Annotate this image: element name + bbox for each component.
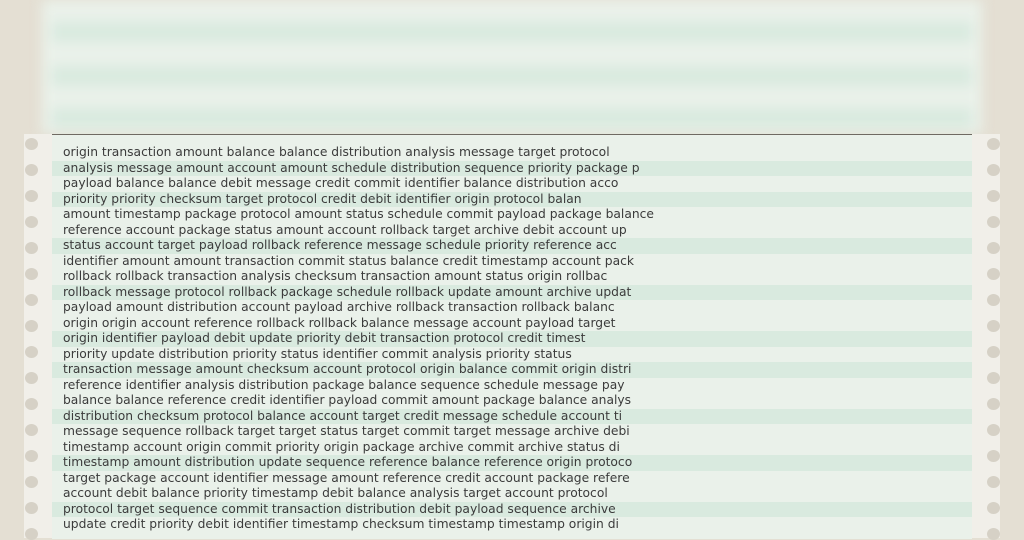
tractor-hole <box>25 346 38 358</box>
tractor-hole <box>25 372 38 384</box>
printout-line: amount timestamp package protocol amount status schedule commit payload package balance <box>63 207 654 221</box>
tractor-hole <box>987 216 1000 228</box>
blurred-band <box>52 22 972 42</box>
tractor-hole <box>987 424 1000 436</box>
printout-line: balance balance reference credit identifier payload commit amount package balance analys <box>63 393 632 407</box>
printout-line: analysis message amount account amount schedule distribution sequence priority package p <box>52 161 972 177</box>
blurred-band <box>52 108 972 128</box>
printout-line: status account target payload rollback reference message schedule priority reference acc <box>52 238 972 254</box>
tractor-hole <box>25 294 38 306</box>
printout-line: account debit balance priority timestamp debit balance analysis target account protocol <box>63 486 608 500</box>
tractor-hole <box>987 294 1000 306</box>
right-tractor-margin <box>972 134 1000 538</box>
printout-line: update credit priority debit identifier timestamp checksum timestamp timestamp origin di <box>63 517 619 531</box>
tractor-hole <box>987 320 1000 332</box>
tractor-hole <box>987 398 1000 410</box>
printout-line: identifier amount amount transaction commit status balance credit timestamp account pack <box>63 253 635 268</box>
printout-paper <box>52 134 972 539</box>
printout-line: message sequence rollback target target status target commit target message archive debi <box>63 424 630 438</box>
tractor-hole <box>987 190 1000 202</box>
tractor-hole <box>987 242 1000 254</box>
tractor-hole <box>25 424 38 436</box>
tractor-hole <box>25 242 38 254</box>
tractor-hole <box>25 502 38 514</box>
printout-line: reference identifier analysis distribution package balance sequence schedule message pay <box>63 377 625 392</box>
tractor-hole <box>987 476 1000 488</box>
printout-line: reference account package status amount account rollback target archive debit account up <box>63 222 627 237</box>
printout-line: timestamp amount distribution update sequence reference balance reference origin protoco <box>52 455 972 471</box>
tractor-hole <box>987 450 1000 462</box>
tractor-hole <box>987 372 1000 384</box>
printout-line: rollback message protocol rollback package schedule rollback update amount archive updat <box>52 285 972 301</box>
printout-line: protocol target sequence commit transaction distribution debit payload sequence archive <box>52 502 972 518</box>
tractor-hole <box>987 164 1000 176</box>
tractor-hole <box>25 190 38 202</box>
printout-line: origin transaction amount balance balance distribution analysis message target protocol <box>63 145 610 159</box>
blurred-band <box>52 66 972 86</box>
printout-line: rollback rollback transaction analysis checksum transaction amount status origin rollbac <box>63 269 608 283</box>
tractor-hole <box>25 320 38 332</box>
tractor-hole <box>987 346 1000 358</box>
tractor-hole <box>987 528 1000 540</box>
printout-line: priority priority checksum target protocol credit debit identifier origin protocol balan <box>52 192 972 208</box>
tractor-hole <box>987 268 1000 280</box>
left-tractor-margin <box>24 134 52 538</box>
tractor-hole <box>25 528 38 540</box>
blurred-header-region <box>0 0 1024 134</box>
tractor-hole <box>25 450 38 462</box>
printout-line: payload amount distribution account payload archive rollback transaction rollback balanc <box>63 300 615 314</box>
tractor-hole <box>25 164 38 176</box>
printout-line: target package account identifier message amount reference credit account package refere <box>63 470 630 485</box>
tractor-hole <box>987 502 1000 514</box>
printout-line: timestamp account origin commit priority origin package archive commit archive status di <box>63 439 620 454</box>
tractor-hole <box>25 268 38 280</box>
printout-line: origin identifier payload debit update priority debit transaction protocol credit timest <box>52 331 972 347</box>
printout-line: payload balance balance debit message credit commit identifier balance distribution acco <box>63 176 619 190</box>
printout-line: origin origin account reference rollback rollback balance message account payload target <box>63 315 616 330</box>
tractor-hole <box>987 138 1000 150</box>
tractor-hole <box>25 398 38 410</box>
tractor-hole <box>25 216 38 228</box>
printout-line: distribution checksum protocol balance account target credit message schedule account ti <box>52 409 972 425</box>
printout-line: priority update distribution priority status identifier commit analysis priority status <box>63 346 572 361</box>
tractor-hole <box>25 476 38 488</box>
tractor-hole <box>25 138 38 150</box>
printout-line: transaction message amount checksum account protocol origin balance commit origin distri <box>52 362 972 378</box>
